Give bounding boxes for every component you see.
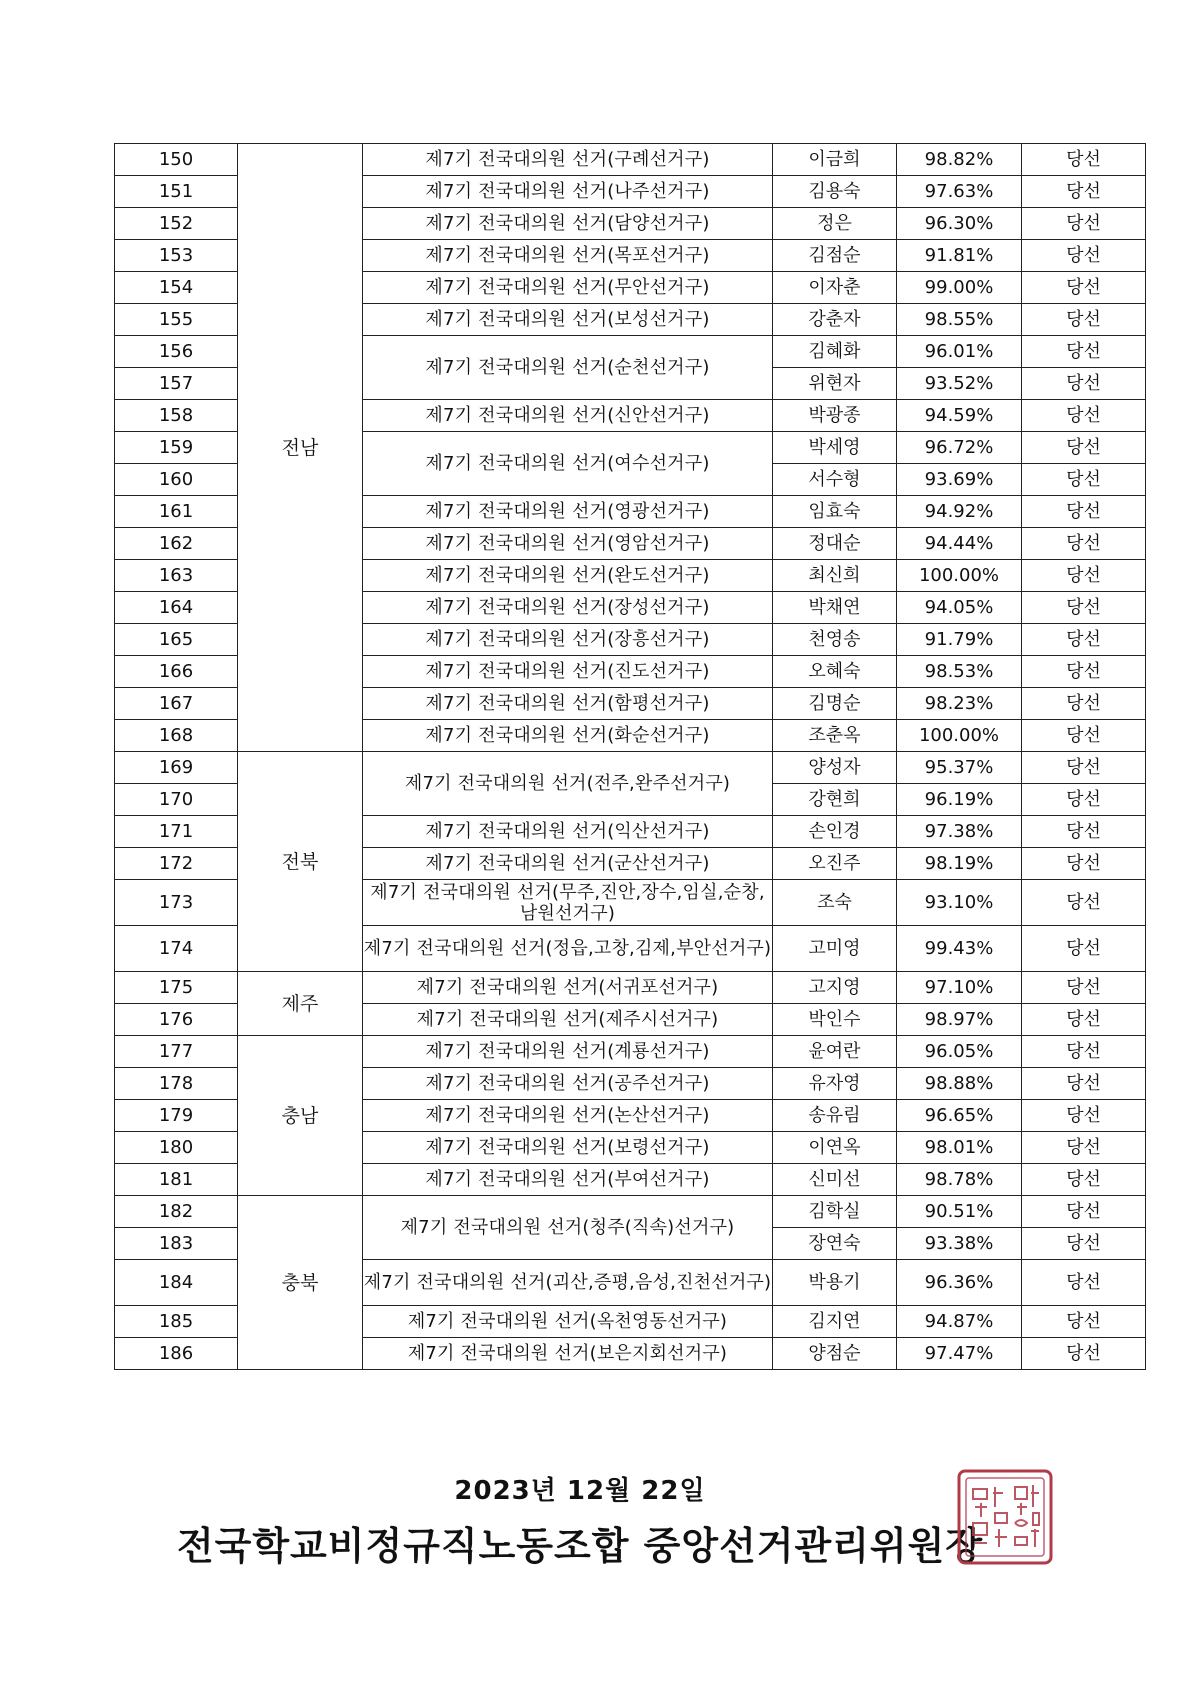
document-date: 2023년 12월 22일 bbox=[454, 1476, 706, 1506]
vote-rate: 98.53% bbox=[897, 656, 1022, 688]
vote-rate: 98.88% bbox=[897, 1068, 1022, 1100]
vote-rate: 100.00% bbox=[897, 720, 1022, 752]
district-cell: 제7기 전국대의원 선거(괴산,증평,음성,진천선거구) bbox=[363, 1260, 773, 1306]
district-cell: 제7기 전국대의원 선거(익산선거구) bbox=[363, 816, 773, 848]
vote-rate: 97.63% bbox=[897, 176, 1022, 208]
candidate-name: 강현희 bbox=[773, 784, 897, 816]
candidate-name: 신미선 bbox=[773, 1164, 897, 1196]
candidate-name: 김명순 bbox=[773, 688, 897, 720]
candidate-name: 오혜숙 bbox=[773, 656, 897, 688]
district-cell: 제7기 전국대의원 선거(담양선거구) bbox=[363, 208, 773, 240]
election-result: 당선 bbox=[1022, 656, 1146, 688]
candidate-name: 박광종 bbox=[773, 400, 897, 432]
election-result: 당선 bbox=[1022, 528, 1146, 560]
vote-rate: 94.92% bbox=[897, 496, 1022, 528]
election-result: 당선 bbox=[1022, 464, 1146, 496]
district-cell: 제7기 전국대의원 선거(진도선거구) bbox=[363, 656, 773, 688]
table-row bbox=[115, 1036, 1146, 1068]
election-result: 당선 bbox=[1022, 1306, 1146, 1338]
candidate-name: 천영송 bbox=[773, 624, 897, 656]
election-result: 당선 bbox=[1022, 784, 1146, 816]
district-cell: 제7기 전국대의원 선거(함평선거구) bbox=[363, 688, 773, 720]
row-number: 161 bbox=[115, 496, 238, 528]
row-number: 182 bbox=[115, 1196, 238, 1228]
candidate-name: 이연옥 bbox=[773, 1132, 897, 1164]
vote-rate: 93.38% bbox=[897, 1228, 1022, 1260]
vote-rate: 91.81% bbox=[897, 240, 1022, 272]
district-cell: 제7기 전국대의원 선거(제주시선거구) bbox=[363, 1004, 773, 1036]
candidate-name: 김지연 bbox=[773, 1306, 897, 1338]
election-result: 당선 bbox=[1022, 400, 1146, 432]
row-number: 153 bbox=[115, 240, 238, 272]
vote-rate: 96.36% bbox=[897, 1260, 1022, 1306]
row-number: 158 bbox=[115, 400, 238, 432]
row-number: 154 bbox=[115, 272, 238, 304]
row-number: 176 bbox=[115, 1004, 238, 1036]
district-cell: 제7기 전국대의원 선거(순천선거구) bbox=[363, 336, 773, 400]
row-number: 174 bbox=[115, 926, 238, 972]
district-cell: 제7기 전국대의원 선거(영광선거구) bbox=[363, 496, 773, 528]
row-number: 160 bbox=[115, 464, 238, 496]
candidate-name: 유자영 bbox=[773, 1068, 897, 1100]
vote-rate: 94.05% bbox=[897, 592, 1022, 624]
row-number: 185 bbox=[115, 1306, 238, 1338]
row-number: 183 bbox=[115, 1228, 238, 1260]
row-number: 178 bbox=[115, 1068, 238, 1100]
district-cell: 제7기 전국대의원 선거(무안선거구) bbox=[363, 272, 773, 304]
election-result: 당선 bbox=[1022, 972, 1146, 1004]
vote-rate: 96.05% bbox=[897, 1036, 1022, 1068]
vote-rate: 98.97% bbox=[897, 1004, 1022, 1036]
candidate-name: 고미영 bbox=[773, 926, 897, 972]
district-cell: 제7기 전국대의원 선거(보은지회선거구) bbox=[363, 1338, 773, 1370]
row-number: 184 bbox=[115, 1260, 238, 1306]
district-cell: 제7기 전국대의원 선거(여수선거구) bbox=[363, 432, 773, 496]
district-cell: 제7기 전국대의원 선거(신안선거구) bbox=[363, 400, 773, 432]
district-cell: 제7기 전국대의원 선거(영암선거구) bbox=[363, 528, 773, 560]
candidate-name: 정은 bbox=[773, 208, 897, 240]
candidate-name: 이자춘 bbox=[773, 272, 897, 304]
election-result: 당선 bbox=[1022, 272, 1146, 304]
vote-rate: 96.72% bbox=[897, 432, 1022, 464]
row-number: 186 bbox=[115, 1338, 238, 1370]
candidate-name: 김학실 bbox=[773, 1196, 897, 1228]
district-cell: 제7기 전국대의원 선거(부여선거구) bbox=[363, 1164, 773, 1196]
election-result: 당선 bbox=[1022, 880, 1146, 926]
vote-rate: 99.00% bbox=[897, 272, 1022, 304]
district-cell: 제7기 전국대의원 선거(나주선거구) bbox=[363, 176, 773, 208]
election-result: 당선 bbox=[1022, 144, 1146, 176]
election-result: 당선 bbox=[1022, 592, 1146, 624]
vote-rate: 97.10% bbox=[897, 972, 1022, 1004]
candidate-name: 윤여란 bbox=[773, 1036, 897, 1068]
election-result: 당선 bbox=[1022, 336, 1146, 368]
candidate-name: 오진주 bbox=[773, 848, 897, 880]
district-cell: 제7기 전국대의원 선거(논산선거구) bbox=[363, 1100, 773, 1132]
vote-rate: 93.52% bbox=[897, 368, 1022, 400]
district-cell: 제7기 전국대의원 선거(구례선거구) bbox=[363, 144, 773, 176]
row-number: 180 bbox=[115, 1132, 238, 1164]
row-number: 181 bbox=[115, 1164, 238, 1196]
candidate-name: 김혜화 bbox=[773, 336, 897, 368]
vote-rate: 94.44% bbox=[897, 528, 1022, 560]
vote-rate: 96.19% bbox=[897, 784, 1022, 816]
election-result: 당선 bbox=[1022, 176, 1146, 208]
candidate-name: 위현자 bbox=[773, 368, 897, 400]
vote-rate: 94.59% bbox=[897, 400, 1022, 432]
candidate-name: 손인경 bbox=[773, 816, 897, 848]
vote-rate: 91.79% bbox=[897, 624, 1022, 656]
candidate-name: 박세영 bbox=[773, 432, 897, 464]
vote-rate: 96.65% bbox=[897, 1100, 1022, 1132]
vote-rate: 94.87% bbox=[897, 1306, 1022, 1338]
election-result: 당선 bbox=[1022, 1196, 1146, 1228]
vote-rate: 99.43% bbox=[897, 926, 1022, 972]
election-result: 당선 bbox=[1022, 368, 1146, 400]
vote-rate: 100.00% bbox=[897, 560, 1022, 592]
candidate-name: 송유림 bbox=[773, 1100, 897, 1132]
region-cell: 충남 bbox=[238, 1036, 363, 1196]
candidate-name: 박채연 bbox=[773, 592, 897, 624]
district-cell: 제7기 전국대의원 선거(군산선거구) bbox=[363, 848, 773, 880]
row-number: 162 bbox=[115, 528, 238, 560]
row-number: 179 bbox=[115, 1100, 238, 1132]
row-number: 169 bbox=[115, 752, 238, 784]
election-result: 당선 bbox=[1022, 926, 1146, 972]
election-result: 당선 bbox=[1022, 1100, 1146, 1132]
election-result: 당선 bbox=[1022, 1228, 1146, 1260]
election-result: 당선 bbox=[1022, 752, 1146, 784]
table-row bbox=[115, 1196, 1146, 1228]
district-cell: 제7기 전국대의원 선거(옥천영동선거구) bbox=[363, 1306, 773, 1338]
region-cell: 제주 bbox=[238, 972, 363, 1036]
election-result: 당선 bbox=[1022, 1068, 1146, 1100]
election-result: 당선 bbox=[1022, 496, 1146, 528]
candidate-name: 조숙 bbox=[773, 880, 897, 926]
region-cell: 충북 bbox=[238, 1196, 363, 1370]
election-results-table bbox=[114, 143, 1146, 1370]
official-seal-stamp bbox=[955, 1467, 1055, 1567]
row-number: 177 bbox=[115, 1036, 238, 1068]
candidate-name: 양성자 bbox=[773, 752, 897, 784]
row-number: 171 bbox=[115, 816, 238, 848]
row-number: 175 bbox=[115, 972, 238, 1004]
candidate-name: 임효숙 bbox=[773, 496, 897, 528]
row-number: 164 bbox=[115, 592, 238, 624]
results-table-body bbox=[115, 144, 1146, 1370]
district-cell: 제7기 전국대의원 선거(보령선거구) bbox=[363, 1132, 773, 1164]
district-cell: 제7기 전국대의원 선거(장흥선거구) bbox=[363, 624, 773, 656]
row-number: 168 bbox=[115, 720, 238, 752]
vote-rate: 97.38% bbox=[897, 816, 1022, 848]
election-result: 당선 bbox=[1022, 1004, 1146, 1036]
table-row bbox=[115, 972, 1146, 1004]
district-cell: 제7기 전국대의원 선거(화순선거구) bbox=[363, 720, 773, 752]
election-result: 당선 bbox=[1022, 432, 1146, 464]
row-number: 159 bbox=[115, 432, 238, 464]
issuer-signature-line: 전국학교비정규직노동조합 중앙선거관리위원장 bbox=[176, 1524, 984, 1568]
election-result: 당선 bbox=[1022, 624, 1146, 656]
election-result: 당선 bbox=[1022, 1132, 1146, 1164]
candidate-name: 양점순 bbox=[773, 1338, 897, 1370]
election-result: 당선 bbox=[1022, 1036, 1146, 1068]
candidate-name: 장연숙 bbox=[773, 1228, 897, 1260]
candidate-name: 김용숙 bbox=[773, 176, 897, 208]
district-cell: 제7기 전국대의원 선거(완도선거구) bbox=[363, 560, 773, 592]
election-result: 당선 bbox=[1022, 304, 1146, 336]
election-result: 당선 bbox=[1022, 208, 1146, 240]
vote-rate: 98.23% bbox=[897, 688, 1022, 720]
candidate-name: 이금희 bbox=[773, 144, 897, 176]
candidate-name: 최신희 bbox=[773, 560, 897, 592]
election-result: 당선 bbox=[1022, 848, 1146, 880]
row-number: 151 bbox=[115, 176, 238, 208]
candidate-name: 고지영 bbox=[773, 972, 897, 1004]
district-cell: 제7기 전국대의원 선거(무주,진안,장수,임실,순창,남원선거구) bbox=[363, 880, 773, 926]
district-cell: 제7기 전국대의원 선거(서귀포선거구) bbox=[363, 972, 773, 1004]
row-number: 165 bbox=[115, 624, 238, 656]
row-number: 152 bbox=[115, 208, 238, 240]
row-number: 163 bbox=[115, 560, 238, 592]
election-result: 당선 bbox=[1022, 560, 1146, 592]
vote-rate: 98.55% bbox=[897, 304, 1022, 336]
row-number: 156 bbox=[115, 336, 238, 368]
election-result: 당선 bbox=[1022, 1260, 1146, 1306]
row-number: 166 bbox=[115, 656, 238, 688]
candidate-name: 정대순 bbox=[773, 528, 897, 560]
vote-rate: 93.69% bbox=[897, 464, 1022, 496]
district-cell: 제7기 전국대의원 선거(계룡선거구) bbox=[363, 1036, 773, 1068]
vote-rate: 93.10% bbox=[897, 880, 1022, 926]
district-cell: 제7기 전국대의원 선거(공주선거구) bbox=[363, 1068, 773, 1100]
candidate-name: 박용기 bbox=[773, 1260, 897, 1306]
election-result: 당선 bbox=[1022, 816, 1146, 848]
vote-rate: 98.82% bbox=[897, 144, 1022, 176]
row-number: 173 bbox=[115, 880, 238, 926]
election-result: 당선 bbox=[1022, 1164, 1146, 1196]
row-number: 167 bbox=[115, 688, 238, 720]
district-cell: 제7기 전국대의원 선거(청주(직속)선거구) bbox=[363, 1196, 773, 1260]
vote-rate: 96.30% bbox=[897, 208, 1022, 240]
election-result: 당선 bbox=[1022, 240, 1146, 272]
row-number: 170 bbox=[115, 784, 238, 816]
election-result: 당선 bbox=[1022, 720, 1146, 752]
table-row bbox=[115, 752, 1146, 784]
row-number: 172 bbox=[115, 848, 238, 880]
district-cell: 제7기 전국대의원 선거(장성선거구) bbox=[363, 592, 773, 624]
vote-rate: 96.01% bbox=[897, 336, 1022, 368]
vote-rate: 97.47% bbox=[897, 1338, 1022, 1370]
region-cell: 전북 bbox=[238, 752, 363, 972]
election-result: 당선 bbox=[1022, 688, 1146, 720]
vote-rate: 98.19% bbox=[897, 848, 1022, 880]
district-cell: 제7기 전국대의원 선거(보성선거구) bbox=[363, 304, 773, 336]
row-number: 155 bbox=[115, 304, 238, 336]
vote-rate: 98.01% bbox=[897, 1132, 1022, 1164]
district-cell: 제7기 전국대의원 선거(목포선거구) bbox=[363, 240, 773, 272]
vote-rate: 90.51% bbox=[897, 1196, 1022, 1228]
district-cell: 제7기 전국대의원 선거(전주,완주선거구) bbox=[363, 752, 773, 816]
table-row bbox=[115, 144, 1146, 176]
candidate-name: 박인수 bbox=[773, 1004, 897, 1036]
candidate-name: 조춘옥 bbox=[773, 720, 897, 752]
district-cell: 제7기 전국대의원 선거(정읍,고창,김제,부안선거구) bbox=[363, 926, 773, 972]
row-number: 157 bbox=[115, 368, 238, 400]
candidate-name: 서수형 bbox=[773, 464, 897, 496]
region-cell: 전남 bbox=[238, 144, 363, 752]
candidate-name: 강춘자 bbox=[773, 304, 897, 336]
vote-rate: 95.37% bbox=[897, 752, 1022, 784]
vote-rate: 98.78% bbox=[897, 1164, 1022, 1196]
election-result: 당선 bbox=[1022, 1338, 1146, 1370]
row-number: 150 bbox=[115, 144, 238, 176]
candidate-name: 김점순 bbox=[773, 240, 897, 272]
